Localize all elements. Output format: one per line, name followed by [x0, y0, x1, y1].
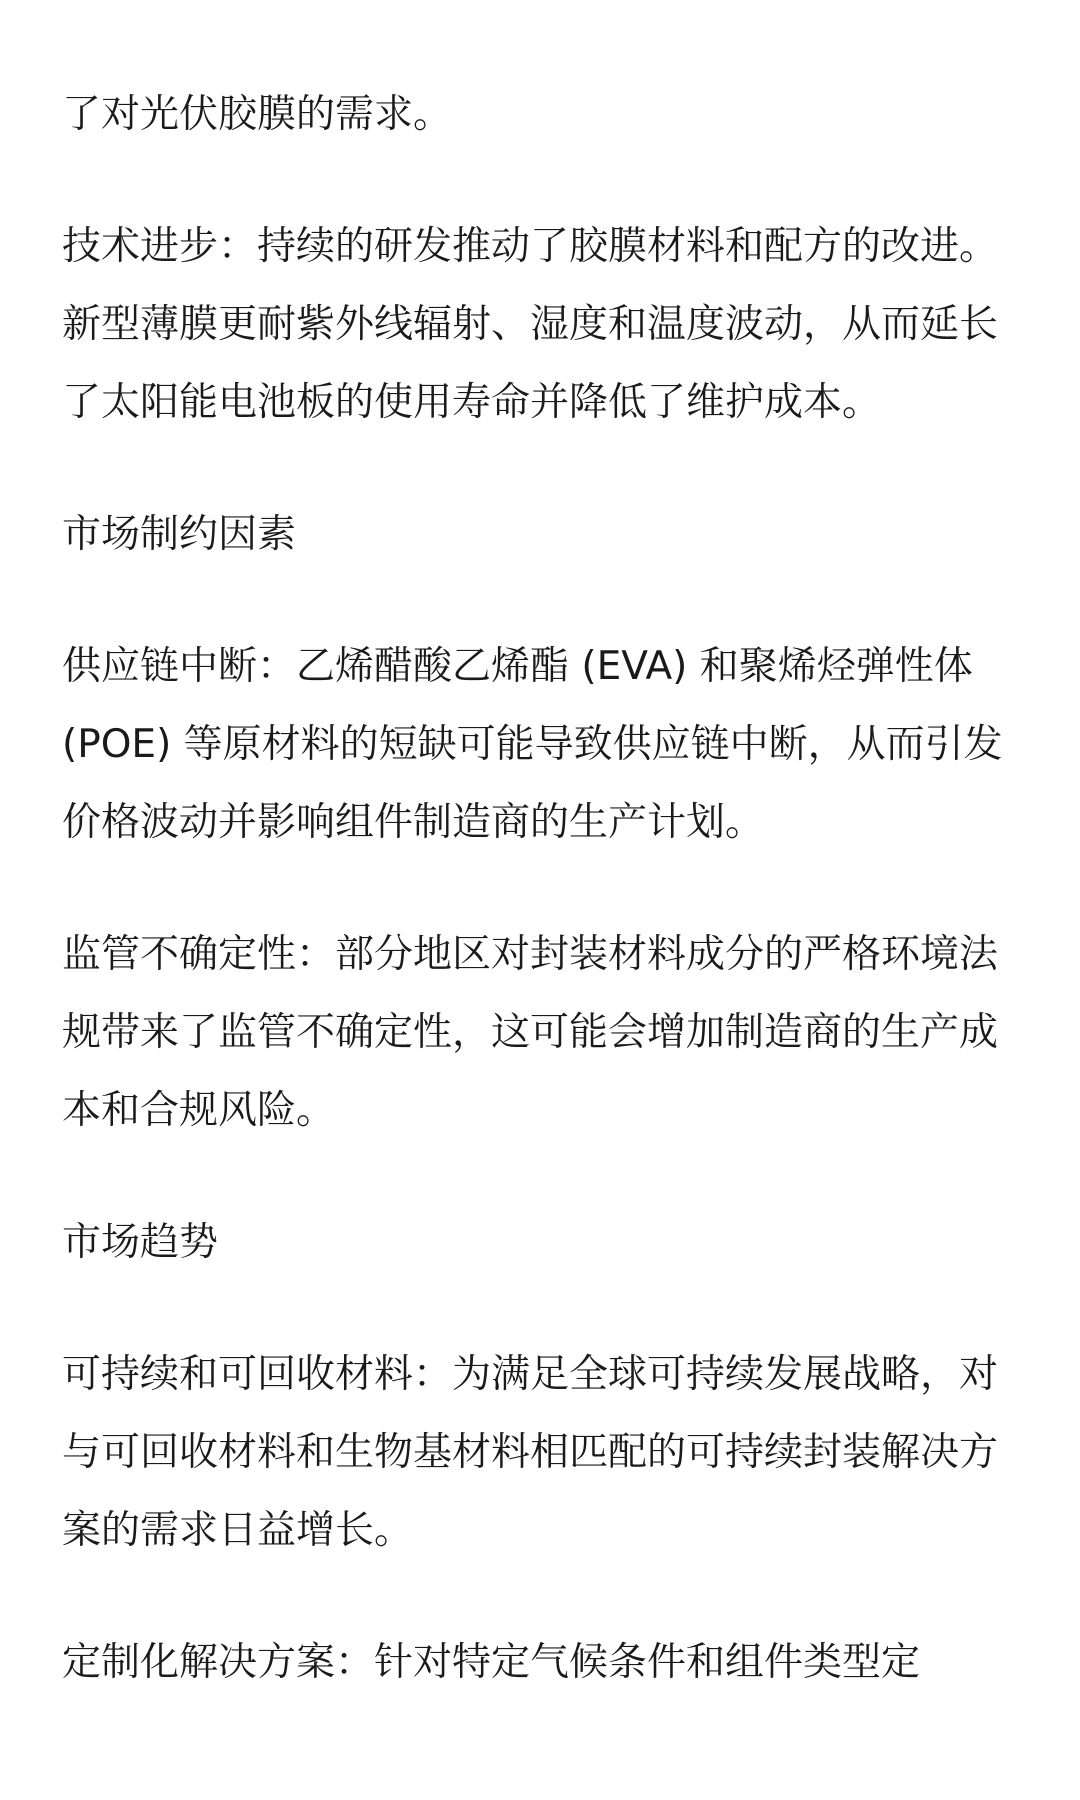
- article-body: [62, 76, 1024, 1756]
- paragraph-supply-chain: 供应链中断：乙烯醋酸乙烯酯 (EVA) 和聚烯烃弹性体 (POE) 等原材料的短缺可能导致供应链中断，从而引发价格波动并影响组件制造商的生产计划。: [62, 644, 1003, 845]
- paragraph-tech-progress: 技术进步：持续的研发推动了胶膜材料和配方的改进。新型薄膜更耐紫外线辐射、湿度和温度波动，从而延长了太阳能电池板的使用寿命并降低了维护成本。: [62, 224, 999, 425]
- paragraph-custom-solutions: 定制化解决方案：针对特定气候条件和组件类型定: [62, 1640, 921, 1685]
- paragraph-sustainable: 可持续和可回收材料：为满足全球可持续发展战略，对与可回收材料和生物基材料相匹配的可持续封装解决方案的需求日益增长。: [62, 1352, 999, 1553]
- paragraph-demand-tail: 了对光伏胶膜的需求。: [62, 92, 453, 137]
- paragraph-regulatory: 监管不确定性：部分地区对封装材料成分的严格环境法规带来了监管不确定性，这可能会增加制造商的生产成本和合规风险。: [62, 932, 999, 1133]
- heading-market-trends: 市场趋势: [62, 1220, 219, 1265]
- heading-market-constraints: 市场制约因素: [62, 512, 297, 557]
